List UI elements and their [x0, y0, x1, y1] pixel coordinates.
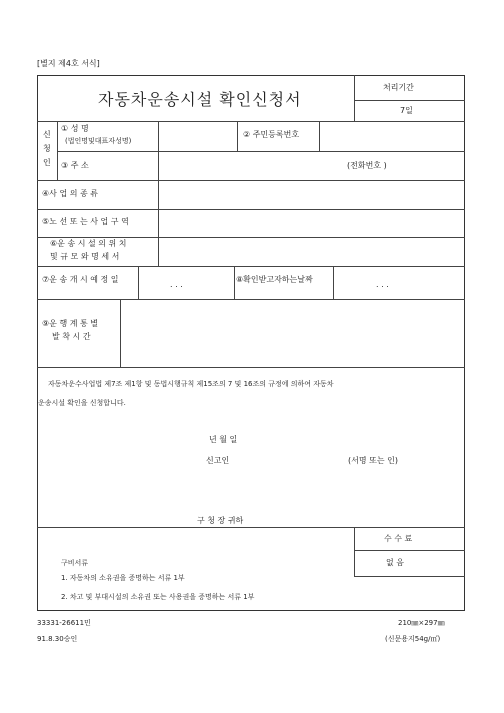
business-type-field[interactable]	[160, 182, 463, 208]
divider	[37, 209, 465, 210]
divider	[354, 527, 355, 576]
applicant-label-2: 청	[43, 144, 51, 153]
facility-label-line1: ⑥운 송 시 설 의 위 치	[50, 239, 127, 248]
divider	[237, 121, 238, 151]
divider	[57, 151, 465, 152]
divider	[37, 299, 465, 300]
facility-field[interactable]	[160, 239, 463, 265]
divider	[37, 237, 465, 238]
fee-label: 수 수 료	[384, 534, 413, 543]
address-field[interactable]	[160, 153, 340, 179]
applicant-signature-field[interactable]	[240, 452, 340, 468]
applicant-label-3: 인	[43, 158, 51, 167]
recipient: 구 청 장 귀하	[197, 516, 244, 525]
confirm-date-field[interactable]: . . .	[376, 280, 389, 289]
confirm-date-label: ⑧확인받고자하는날짜	[236, 275, 313, 284]
name-label: ① 성 명	[61, 124, 89, 133]
divider	[120, 299, 121, 367]
application-date: 년 월 일	[209, 435, 238, 444]
document-item-2: 2. 차고 및 부대시설의 소유권 또는 사용권을 증명하는 서류 1부	[61, 593, 255, 601]
statement-line1: 자동차운수사업법 제7조 제1항 및 동법시행규칙 제15조의 7 및 16조의 규정에 의하여 자동차	[48, 380, 334, 388]
paper-type: (신문용지54g/㎡)	[385, 635, 441, 643]
divider	[354, 75, 355, 121]
approval-date: 91.8.30승인	[37, 635, 78, 643]
divider	[138, 266, 139, 299]
route-field[interactable]	[160, 211, 463, 236]
name-field[interactable]	[160, 123, 236, 152]
form-number: [별지 제4호 서식]	[37, 59, 100, 68]
documents-title: 구비서류	[61, 559, 89, 567]
divider	[333, 266, 334, 299]
divider	[37, 121, 465, 122]
divider	[234, 266, 235, 299]
phone-label: (전화번호 )	[347, 161, 387, 170]
business-type-label: ④사 업 의 종 류	[42, 189, 98, 198]
name-sublabel: (법인명및대표자성명)	[65, 137, 132, 145]
divider	[354, 576, 465, 577]
applicant-signature-label: 신고인	[206, 456, 230, 465]
schedule-label-line1: ⑨운 행 계 통 별	[42, 319, 98, 328]
resident-number-label: ② 주민등록번호	[243, 130, 300, 139]
divider	[37, 527, 465, 528]
statement-line2: 운송시설 확인을 신청합니다.	[38, 399, 126, 407]
open-date-label: ⑦운 송 개 시 예 정 일	[42, 275, 119, 284]
schedule-field[interactable]	[122, 301, 463, 365]
applicant-label-1: 신	[43, 130, 51, 139]
sign-or-seal: (서명 또는 인)	[348, 456, 398, 465]
resident-number-field[interactable]	[321, 123, 463, 150]
fee-value: 없 음	[386, 558, 404, 567]
paper-size: 210㎜×297㎜	[398, 619, 445, 627]
divider	[354, 100, 465, 101]
divider	[158, 180, 159, 266]
processing-period-value: 7일	[400, 106, 413, 115]
facility-label-line2: 및 규 모 와 명 세 서	[50, 252, 120, 261]
schedule-label-line2: 발 착 시 간	[52, 332, 91, 341]
form-code: 33331-26611민	[37, 619, 91, 627]
divider	[37, 180, 465, 181]
divider	[319, 121, 320, 151]
divider	[354, 550, 465, 551]
divider	[37, 367, 465, 368]
processing-period-label: 처리기간	[383, 83, 414, 92]
divider	[37, 266, 465, 267]
form-title: 자동차운송시설 확인신청서	[98, 90, 302, 109]
route-label: ⑤노 선 또 는 사 업 구 역	[42, 217, 129, 226]
open-date-field[interactable]: . . .	[170, 280, 183, 289]
document-item-1: 1. 자동차의 소유권을 증명하는 서류 1부	[61, 574, 185, 582]
address-label: ③ 주 소	[61, 161, 89, 170]
